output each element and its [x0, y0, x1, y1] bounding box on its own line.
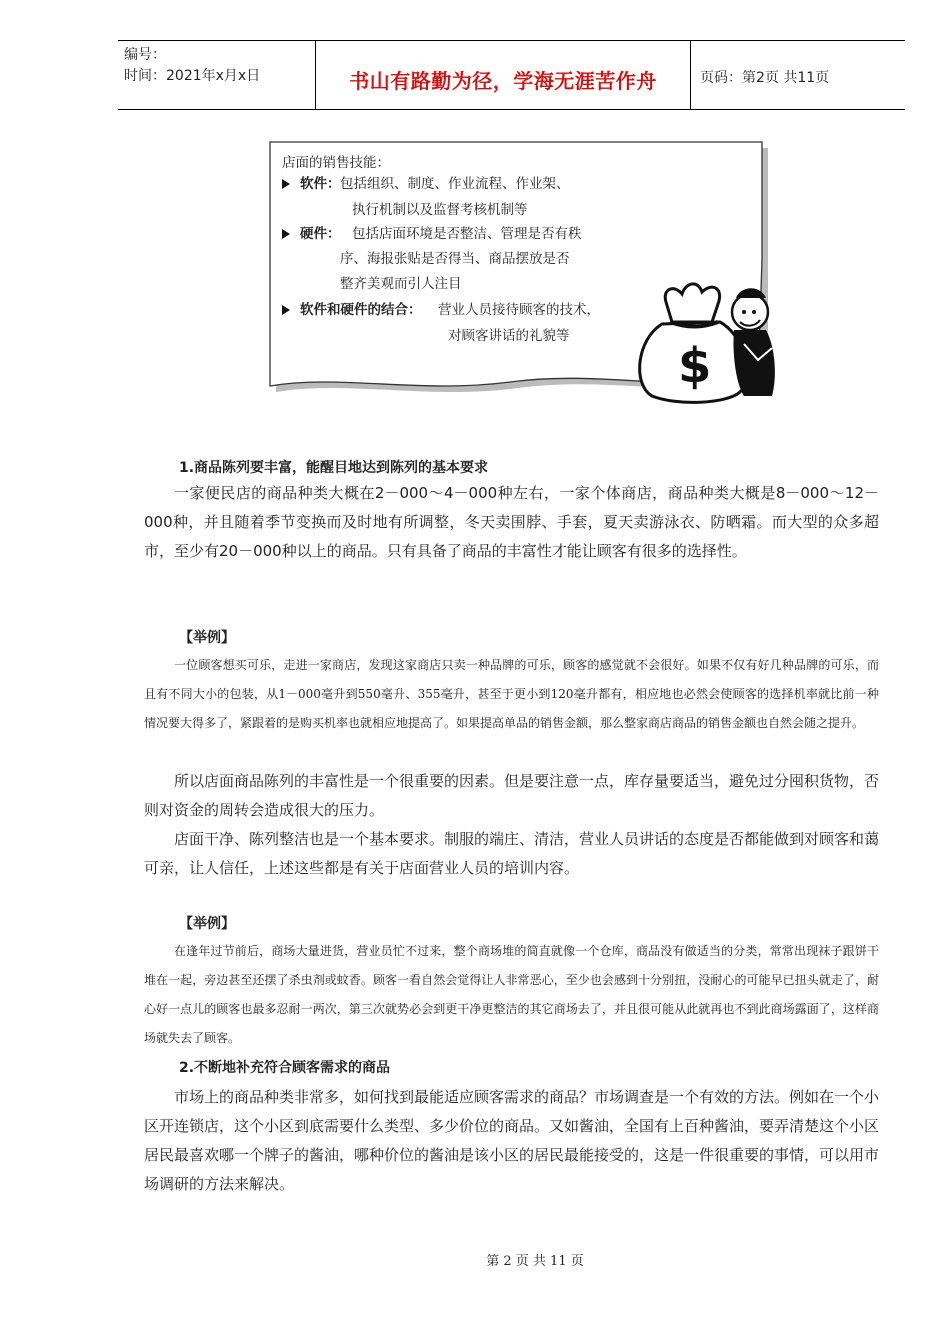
skill-hardware-line3: 整齐美观而引人注目 [340, 276, 462, 292]
page-footer: 第 2 页 共 11 页 [486, 1254, 584, 1269]
page-header [118, 40, 905, 110]
example-tag-1: 【举例】 [179, 630, 235, 646]
skill-item-software: 软件： [282, 171, 341, 197]
header-page-cell [690, 41, 905, 109]
time-label: 时间：2021年x月x日 [124, 68, 261, 84]
number-label: 编号： [124, 47, 166, 63]
example-2-text: 在逢年过节前后，商场大量进货，营业员忙不过来，整个商场堆的简直就像一个仓库，商品没有做适当的分类，常常出现袜子跟饼干堆在一起，旁边甚至还摆了杀虫剂或蚊香。顾客一看自然会觉得让人非常恶心，至少也会感到十分别扭，没耐心的可能早已扭头就走了，耐心好一点儿的顾客也最多忍耐一两次，第三次就势必会到更干净更整洁的其它商场去了，并且很可能从此就再也不到此商场露面了，这样商场就失去了顾客。 [144, 944, 879, 1045]
example-tag-2: 【举例】 [179, 916, 235, 932]
skills-title: 店面的销售技能： [282, 155, 390, 171]
skill-combined-line2: 对顾客讲话的礼貌等 [448, 328, 570, 344]
bullet-arrow-icon [282, 179, 290, 189]
header-motto-cell [315, 41, 691, 109]
section1-paragraph-3: 店面干净、陈列整洁也是一个基本要求。制服的端庄、清洁，营业人员讲话的态度是否都能做到对顾客和蔼可亲，让人信任，上述这些都是有关于店面营业人员的培训内容。 [144, 830, 880, 877]
section1-heading: 1.商品陈列要丰富，能醒目地达到陈列的基本要求 [179, 460, 489, 476]
bullet-arrow-icon [282, 229, 290, 239]
bullet-arrow-icon [282, 305, 290, 315]
section2-paragraph-1: 市场上的商品种类非常多，如何找到最能适应顾客需求的商品？市场调查是一个有效的方法。例如在一个小区开连锁店，这个小区到底需要什么类型、多少价位的商品。又如酱油，全国有上百种酱油，要弄清楚这个小区居民最喜欢哪一个牌子的酱油，哪种价位的酱油是该小区的居民最能接受的，这是一件很重要的事情，可以用市场调研的方法来解决。 [144, 1088, 880, 1193]
skill-combined-line1: 营业人员接待顾客的技术， [438, 302, 600, 318]
example-1-text: 一位顾客想买可乐，走进一家商店，发现这家商店只卖一种品牌的可乐，顾客的感觉就不会很好。如果不仅有好几种品牌的可乐，而且有不同大小的包装，从1－000毫升到550毫升、355毫升，甚至于更小到120毫升都有，相应地也必然会使顾客的选择机率就比前一种情况要大得多了，紧跟着的是购买机率也就相应地提高了。如果提高单品的销售金额，那么整家商店商品的销售金额也自然会随之提升。 [144, 658, 879, 730]
header-meta-cell [118, 41, 315, 109]
skill-item-combined: 软件和硬件的结合： [282, 297, 422, 323]
skill-item-hardware: 硬件： [282, 221, 341, 247]
skill-software-line2: 执行机制以及监督考核机制等 [352, 202, 528, 218]
section1-paragraph-2: 所以店面商品陈列的丰富性是一个很重要的因素。但是要注意一点，库存量要适当，避免过分囤积货物，否则对资金的周转会造成很大的压力。 [144, 772, 880, 819]
header-page-label: 页码：第2页 共11页 [700, 70, 830, 86]
skill-hardware-line2: 序、海报张贴是否得当、商品摆放是否 [340, 251, 570, 267]
svg-text:$: $ [678, 338, 712, 394]
skill-software-line1: 包括组织、制度、作业流程、作业架、 [340, 176, 570, 192]
skill-hardware-line1: 包括店面环境是否整洁、管理是否有秩 [352, 226, 582, 242]
motto: 书山有路勤为径，学海无涯苦作舟 [349, 69, 657, 93]
section1-paragraph-1: 一家便民店的商品种类大概在2－000～4－000种左右，一家个体商店，商品种类大概是8－000～12－000种，并且随着季节变换而及时地有所调整，冬天卖围脖、手套，夏天卖游泳衣、防晒霜。而大型的众多超市，至少有20－000种以上的商品。只有具备了商品的丰富性才能让顾客有很多的选择性。 [144, 484, 879, 560]
money-bag-cartoon-icon [632, 264, 782, 404]
section2-heading: 2.不断地补充符合顾客需求的商品 [179, 1060, 391, 1076]
